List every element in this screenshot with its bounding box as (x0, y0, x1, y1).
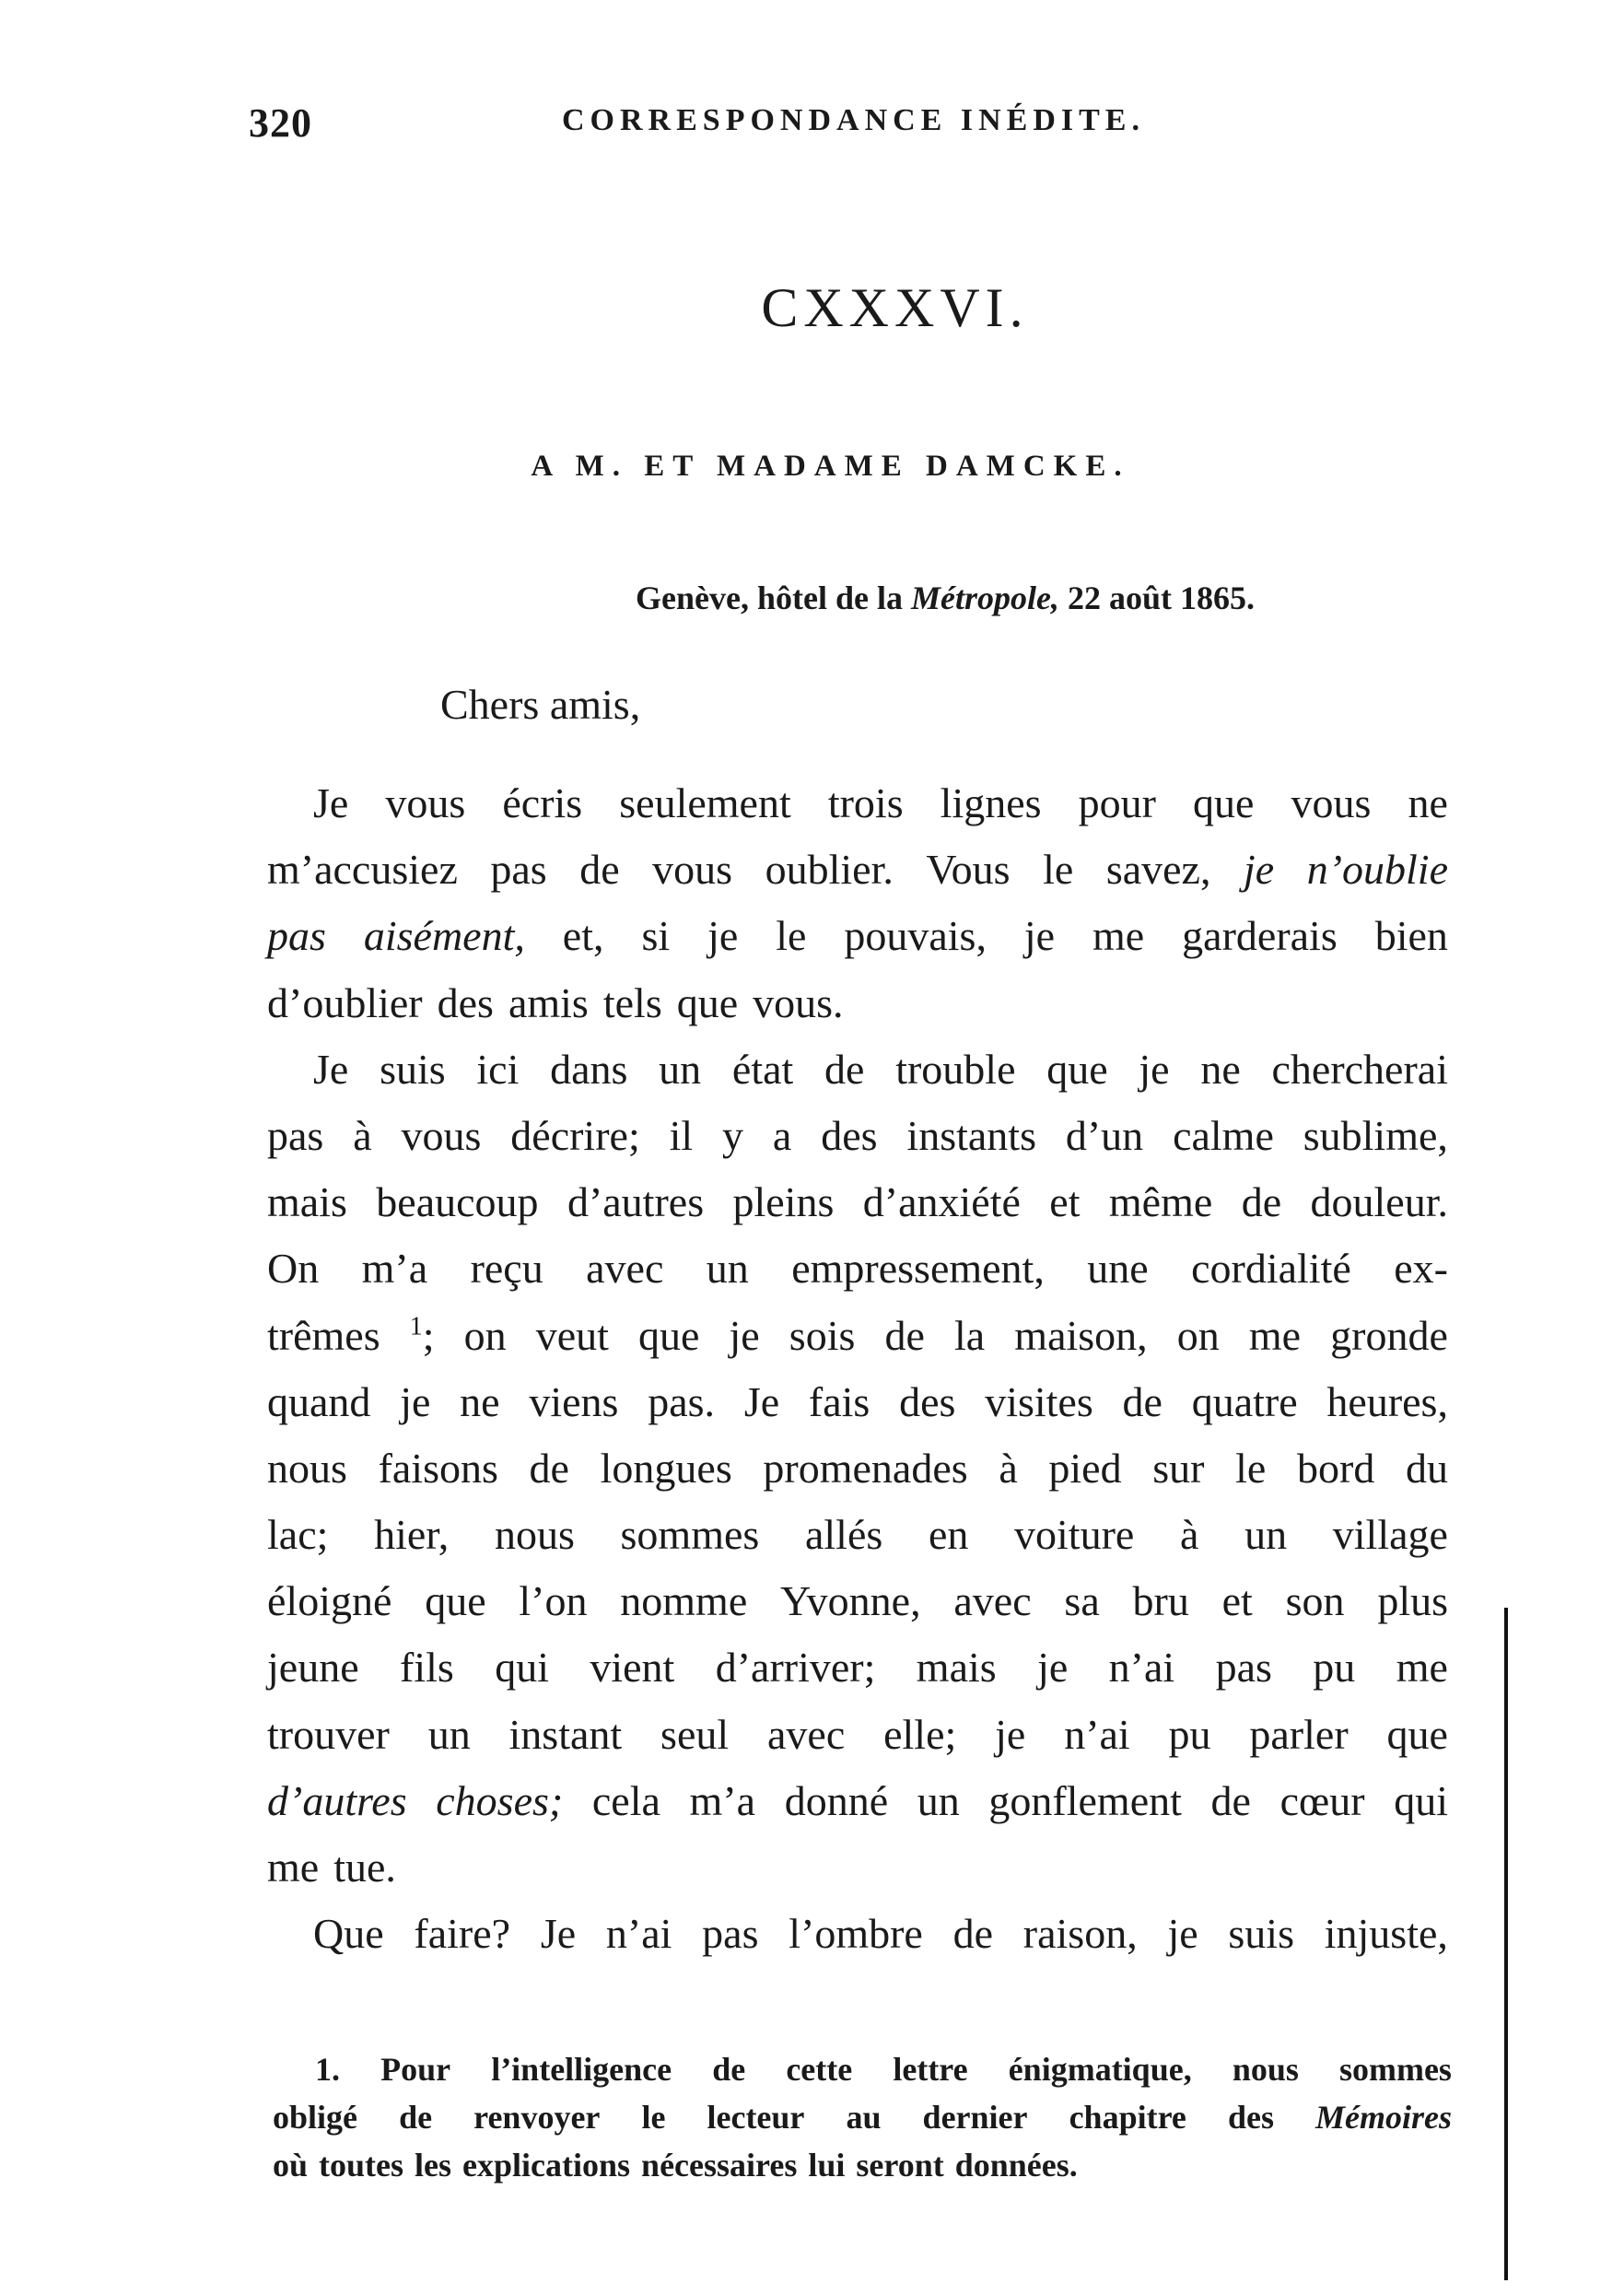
running-head (249, 100, 1179, 155)
letter-dateline (636, 579, 1255, 617)
text-line: obligé de renvoyer le lecteur au dernier chapitre des Mémoires (273, 2099, 1452, 2136)
text-line: mais beaucoup d’autres pleins d’anxiété et même de douleur. (267, 1178, 1448, 1226)
text-line: trêmes $^1$; on veut que je sois de la maison, on me gronde (267, 1311, 1448, 1359)
page-number: 320 (249, 100, 312, 146)
letter-number: CXXXVI. (761, 277, 1029, 338)
text-line: nous faisons de longues promenades à pied sur le bord du (267, 1444, 1448, 1492)
text-line: où toutes les explications nécessaires lui seront données. (273, 2147, 1078, 2184)
text-line: me tue. (267, 1844, 396, 1891)
text-line: Je suis ici dans un état de trouble que je ne chercherai (313, 1045, 1448, 1093)
text-line: trouver un instant seul avec elle; je n’ai pu parler que (267, 1710, 1448, 1758)
text-line: quand je ne viens pas. Je fais des visites de quatre heures, (267, 1377, 1448, 1425)
dateline-hotel: Métropole, (910, 580, 1059, 616)
letter-body (267, 770, 1448, 1967)
text-line: pas à vous décrire; il y a des instants d’un calme sublime, (267, 1111, 1448, 1159)
text-line: Je vous écris seulement trois lignes pour que vous ne (313, 779, 1448, 826)
text-line: lac; hier, nous sommes allés en voiture à un village (267, 1511, 1448, 1559)
text-line: éloigné que l’on nomme Yvonne, avec sa bru et son plus (267, 1577, 1448, 1625)
text-line: 1. Pour l’intelligence de cette lettre énigmatique, nous sommes (315, 2051, 1452, 2088)
text-line: Que faire? Je n’ai pas l’ombre de raison, je suis injuste, (313, 1910, 1448, 1958)
text-line: jeune fils qui vient d’arriver; mais je n’ai pas pu me (267, 1644, 1448, 1692)
margin-rule (1504, 1608, 1508, 2280)
letter-salutation: Chers amis, (440, 681, 641, 728)
text-line: m’accusiez pas de vous oublier. Vous le savez, je n’oublie (267, 846, 1448, 894)
letter-addressee: A M. ET MADAME DAMCKE. (531, 450, 1130, 483)
text-line: On m’a reçu avec un empressement, une cordialité ex- (267, 1245, 1448, 1293)
text-line: d’autres choses; cela m’a donné un gonflement de cœur qui (267, 1776, 1448, 1824)
text-line: pas aisément, et, si je le pouvais, je me garderais bien (267, 912, 1448, 960)
running-title: CORRESPONDANCE INÉDITE. (562, 103, 1145, 137)
text-line: d’oublier des amis tels que vous. (267, 978, 844, 1026)
footnote (273, 2045, 1452, 2189)
dateline-date: 22 août 1865. (1067, 580, 1255, 616)
dateline-place: Genève, hôtel de la (636, 580, 903, 616)
